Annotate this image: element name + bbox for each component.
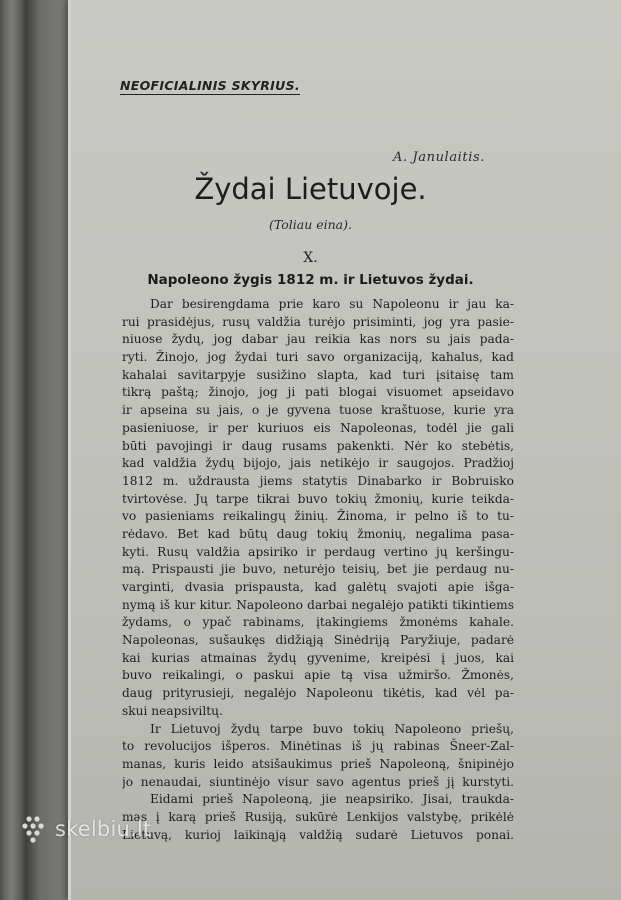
text-line: mas į karą prieš Rusiją, sukūrė Lenkijos valstybę, prikėlė <box>122 809 514 824</box>
text-line: Lietuvą, kurioj laikinąją valdžią sudarė Lietuvos ponai. <box>122 827 514 842</box>
text-line: Napoleonas, sušaukęs didžiąją Sinėdriją Paryžiuje, padarė <box>122 633 514 648</box>
text-line: jo nenaudai, siuntinėjo visur savo agentus prieš jį kurstyti. <box>122 774 514 789</box>
watermark <box>20 814 151 844</box>
text-line: tikrą paštą; žinojo, jog ji pati blogai visuomet apseidavo <box>122 385 514 400</box>
text-line: varginti, dvasia prispausta, kad galėtų svajoti apie išga- <box>122 580 514 594</box>
text-line: ir apseina su jais, o je gyvena tuose kraštuose, kurie yra <box>122 403 514 418</box>
text-line: manas, kuris leido atsišaukimus prieš Napoleoną, šnipinėjo <box>122 756 514 771</box>
chapter-number: X. <box>303 250 318 266</box>
article-title: Žydai Lietuvoje. <box>194 172 427 206</box>
text-line: skui neapsiviltų. <box>122 703 223 718</box>
text-line: mą. Prispausti jie buvo, neturėjo teisių, bet jie perdaug nu- <box>122 562 514 577</box>
text-line: kahalai savitarpyje susižino slapta, kad turi įsitaisę tam <box>122 367 514 382</box>
text-line: niuose žydų, jog dabar jau reikia kas nors su jais pada- <box>122 332 514 347</box>
text-line: to revolucijos išperos. Minėtinas iš jų rabinas Šneer-Zal- <box>122 739 514 754</box>
text-line: buvo reikalingi, o paskui apie tą visa užmiršo. Žmonės, <box>122 668 514 683</box>
text-line: daug prityrusieji, negalėjo Napoleonu tikėtis, kad vėl pa- <box>122 686 514 701</box>
text-line: Dar besirengdama prie karo su Napoleonu ir jau ka- <box>150 297 514 311</box>
text-line: rui prasidėjus, rusų valdžia turėjo prisiminti, jog yra pasie- <box>122 314 514 329</box>
text-line: kyti. Rusų valdžia apsiriko ir perdaug vertino jų keršingu- <box>122 544 514 559</box>
text-line: nymą iš kur kitur. Napoleono darbai negalėjo patikti tikintiems <box>122 597 514 612</box>
text-line: žydams, o ypač rabinams, įtakingiems žmonėms kahale. <box>122 615 514 630</box>
article-subtitle: (Toliau eina). <box>269 217 352 232</box>
text-line: 1812 m. uždrausta jiems statytis Dinabarko ir Bobruisko <box>122 473 514 488</box>
text-line: rėdavo. Bet kad būtų daug tokių žmonių, negalima pasa- <box>122 526 514 541</box>
text-line: pasieniuose, ir per kuriuos eis Napoleonas, todėl jie gali <box>122 420 514 435</box>
page-edge <box>68 0 71 900</box>
section-title: NEOFICIALINIS SKYRIUS. <box>120 78 300 93</box>
body-text <box>122 296 514 844</box>
text-line: būti pavojingi ir daug rusams pakenkti. Nėr ko stebėtis, <box>122 438 514 453</box>
watermark-text: skelbiu.lt <box>55 817 152 841</box>
text-line: Ir Lietuvoj žydų tarpe buvo tokių Napoleono priešų, <box>150 721 514 736</box>
author: A. Janulaitis. <box>393 150 486 165</box>
watermark-dots-icon <box>20 814 50 844</box>
text-line: ryti. Žinojo, jog žydai turi savo organizaciją, kahalus, kad <box>122 350 514 365</box>
chapter-title: Napoleono žygis 1812 m. ir Lietuvos žydai. <box>147 272 474 288</box>
text-line: kad valdžia žydų bijojo, jais netikėjo ir saugojos. Pradžioj <box>122 456 514 471</box>
text-line: tvirtovėse. Jų tarpe tikrai buvo tokių žmonių, kurie teikda- <box>122 491 514 506</box>
text-line: vo pasieniams reikalingų žinių. Žinoma, ir pelno iš to tu- <box>122 509 514 524</box>
text-line: Eidami prieš Napoleoną, jie neapsiriko. Jisai, traukda- <box>150 792 514 807</box>
text-line: kai kurias atmainas žydų gyvenime, kreipėsi į juos, kai <box>122 650 514 665</box>
